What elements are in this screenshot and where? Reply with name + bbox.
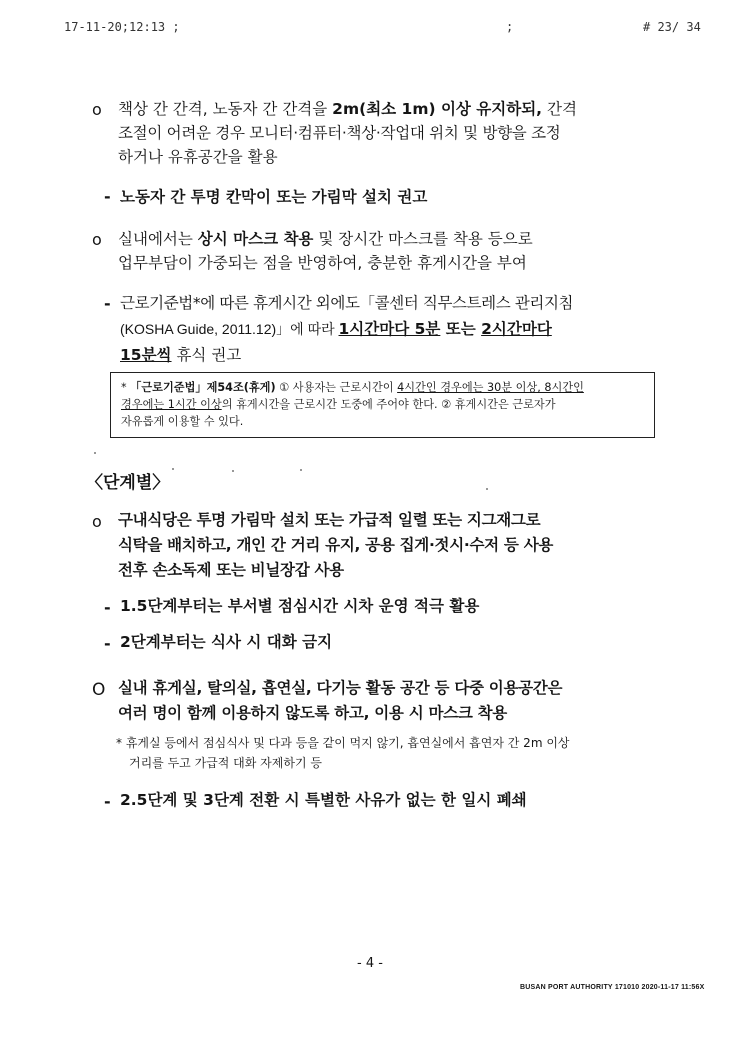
item2-sub-line1: 근로기준법*에 따른 휴게시간 외에도「콜센터 직무스트레스 관리지침	[120, 294, 574, 312]
item2-line1-pre: 실내에서는	[118, 230, 198, 248]
item1-line1-pre: 책상 간 간격, 노동자 간 간격을	[118, 100, 333, 118]
law-box-line1-text: ① 사용자는 근로시간이	[275, 381, 398, 394]
item3-bullet: o	[92, 512, 102, 531]
scan-speck	[94, 452, 96, 454]
fax-header-page-count: # 23/ 34	[643, 20, 701, 34]
law-box-line2-text: 의 휴게시간을 근로시간 도중에 주어야 한다. ② 휴게시간은 근로자가	[221, 398, 556, 411]
item2-line1-bold: 상시 마스크 착용	[197, 230, 314, 248]
item4-note-star: *	[116, 736, 122, 750]
item2-sub-line2-mid: 또는	[440, 320, 482, 338]
item2-text	[118, 227, 663, 275]
item3-sub2-dash: -	[104, 634, 111, 653]
item1-bullet: o	[92, 100, 102, 119]
law-box-star: *	[121, 381, 127, 394]
law-box-line3: 자유롭게 이용할 수 있다.	[121, 415, 244, 428]
item3-sub1-dash: -	[104, 598, 111, 617]
item4-line1: 실내 휴게실, 탈의실, 흡연실, 다기능 활동 공간 등 다중 이용공간은	[118, 679, 563, 697]
labor-law-box	[110, 372, 655, 438]
item2-line1-post: 및 장시간 마스크를 착용 등으로	[313, 230, 533, 248]
item3-text	[118, 508, 668, 583]
item1-line3: 하거나 유휴공간을 활용	[118, 148, 278, 166]
item3-sub2-text: 2단계부터는 식사 시 대화 금지	[120, 633, 333, 651]
item2-sub-line2-pre: (KOSHA Guide, 2011.12)」에 따라	[120, 321, 339, 337]
item2-sub-line2-underline2: 2시간마다	[481, 320, 552, 338]
fax-footer: BUSAN PORT AUTHORITY 171010 2020-11-17 11:56X	[520, 984, 705, 991]
item1-line1-bold: 2m(최소 1m) 이상 유지하되,	[332, 100, 543, 118]
fax-header-left: 17-11-20;12:13 ;	[64, 20, 180, 34]
scan-speck	[300, 469, 302, 471]
page-number: - 4 -	[357, 956, 383, 971]
item3-line1: 구내식당은 투명 가림막 설치 또는 가급적 일렬 또는 지그재그로	[118, 511, 541, 529]
item2-sub-line3-post: 휴식 권고	[171, 346, 242, 364]
scan-speck	[232, 470, 234, 472]
item4-sub-text: 2.5단계 및 3단계 전환 시 특별한 사유가 없는 한 일시 폐쇄	[120, 791, 527, 809]
item2-sub-line2-underline1: 1시간마다 5분	[338, 320, 441, 338]
item2-sub-line3-underline: 15분씩	[120, 346, 172, 364]
item1-sub-text: 노동자 간 투명 칸막이 또는 가림막 설치 권고	[120, 188, 428, 206]
item3-line2: 식탁을 배치하고, 개인 간 거리 유지, 공용 집게·젓시·수저 등 사용	[118, 536, 554, 554]
item4-bullet: O	[92, 680, 106, 700]
fax-header-mid: ;	[506, 20, 514, 34]
item2-sub-dash: -	[104, 294, 111, 313]
item3-sub1-text: 1.5단계부터는 부서별 점심시간 시차 운영 적극 활용	[120, 597, 480, 615]
item4-sub-dash: -	[104, 792, 111, 811]
section-title: 〈단계별〉	[86, 473, 170, 493]
item4-line2: 여러 명이 함께 이용하지 않도록 하고, 이용 시 마스크 착용	[118, 704, 507, 722]
item4-note-line1: 휴게실 등에서 점심식사 및 다과 등을 같이 먹지 않기, 흡연실에서 흡연자 간 2m 이상	[125, 736, 570, 750]
item4-note	[116, 733, 676, 773]
item4-note-line2: 거리를 두고 가급적 대화 자제하기 등	[129, 756, 322, 770]
law-box-line2-underline: 경우에는 1시간 이상	[121, 398, 222, 411]
item1-text	[118, 97, 663, 169]
item4-text	[118, 676, 668, 726]
item2-sub-text	[120, 290, 670, 368]
item1-sub-dash: -	[104, 187, 111, 206]
item2-bullet: o	[92, 230, 102, 249]
scan-speck	[486, 488, 488, 490]
item2-line2: 업무부담이 가중되는 점을 반영하여, 충분한 휴게시간을 부여	[118, 254, 527, 272]
item1-line1-post: 간격	[542, 100, 577, 118]
fax-header	[0, 20, 740, 40]
scan-speck	[172, 468, 174, 470]
law-box-line1-title: 「근로기준법」제54조(휴게)	[130, 381, 276, 394]
law-box-line1-underline: 4시간인 경우에는 30분 이상, 8시간인	[397, 381, 584, 394]
item1-line2: 조절이 어려운 경우 모니터·컴퓨터·책상·작업대 위치 및 방향을 조정	[118, 124, 561, 142]
item3-line3: 전후 손소독제 또는 비닐장갑 사용	[118, 561, 344, 579]
